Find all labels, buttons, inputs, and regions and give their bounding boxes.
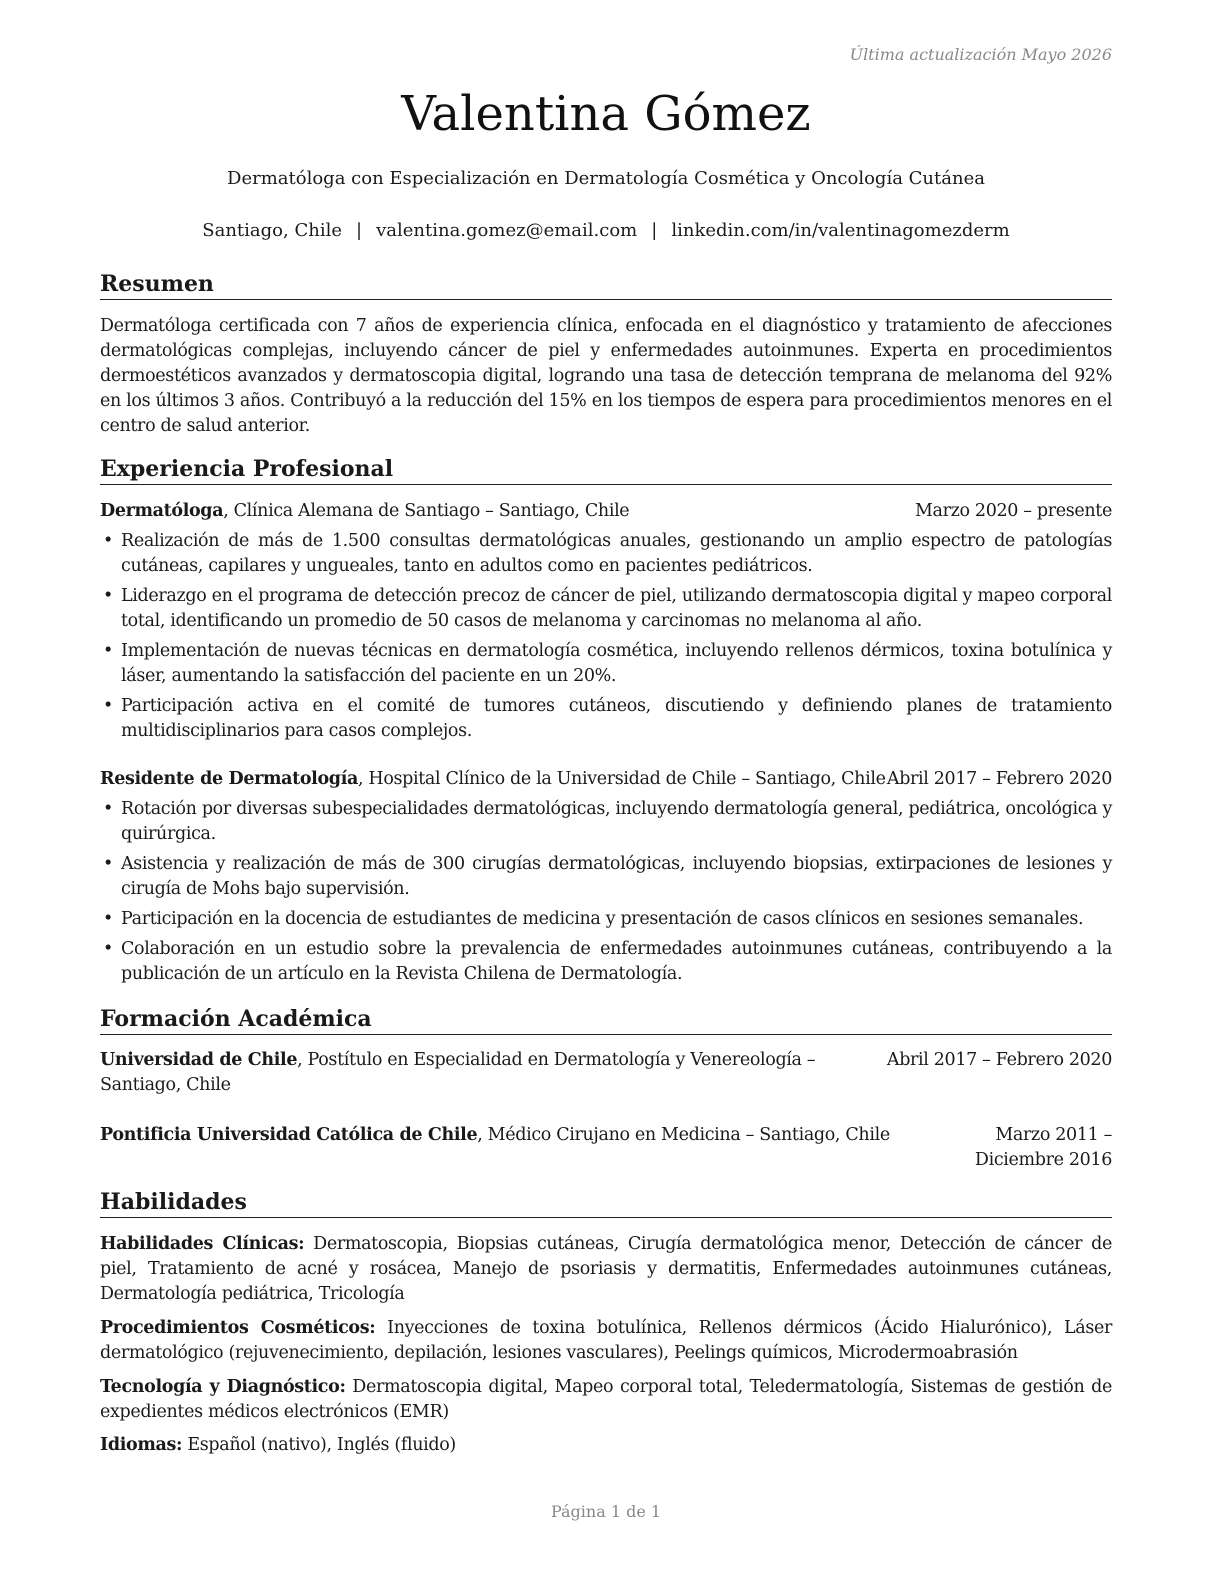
job-role: Dermatóloga bbox=[100, 501, 224, 521]
skill-text: Español (nativo), Inglés (fluido) bbox=[182, 1435, 456, 1455]
contact-location: Santiago, Chile bbox=[202, 220, 342, 241]
skill-label: Idiomas: bbox=[100, 1435, 183, 1455]
list-item: • Implementación de nuevas técnicas en dermatología cosmética, incluyendo rellenos dérmicos, toxina botulínica y láser, aumentando la satisfacción del paciente en un 20%. bbox=[103, 641, 1112, 686]
job-dates: Abril 2017 – Febrero 2020 bbox=[886, 769, 1112, 789]
skill-group bbox=[100, 1433, 1112, 1458]
list-item: • Participación en la docencia de estudiantes de medicina y presentación de casos clínicos en sesiones semanales. bbox=[100, 907, 1112, 932]
section-title-experience: Experiencia Profesional bbox=[100, 455, 1112, 485]
skill-group bbox=[100, 1375, 1112, 1425]
job-header bbox=[100, 767, 1112, 792]
contact-separator: | bbox=[651, 220, 658, 241]
list-item: • Asistencia y realización de más de 300 cirugías dermatológicas, incluyendo biopsias, extirpaciones de lesiones y cirugía de Mohs bajo supervisión. bbox=[103, 854, 1112, 899]
skill-label: Habilidades Clínicas: bbox=[100, 1234, 305, 1254]
education-detail: , Médico Cirujano en Medicina – Santiago, Chile bbox=[477, 1125, 890, 1145]
skill-text: Inyecciones de toxina botulínica, Rellenos dérmicos (Ácido Hialurónico), Láser dermatológico (rejuvenecimiento, depilación, lesiones vasculares), Peelings químicos, Microdermoabrasión bbox=[100, 1318, 1112, 1363]
bullet-icon: • bbox=[103, 531, 113, 551]
bullet-icon: • bbox=[103, 854, 113, 874]
resume-page bbox=[100, 0, 1112, 1584]
skill-label: Procedimientos Cosméticos: bbox=[100, 1318, 376, 1338]
section-title-education: Formación Académica bbox=[100, 1005, 1112, 1035]
bullet-icon: • bbox=[103, 696, 113, 716]
list-item: • Liderazgo en el programa de detección precoz de cáncer de piel, utilizando dermatoscopia digital y mapeo corporal total, identificando un promedio de 50 casos de melanoma y carcinomas no melanoma al año. bbox=[103, 586, 1112, 631]
skill-text: Dermatoscopia digital, Mapeo corporal total, Teledermatología, Sistemas de gestión de expedientes médicos electrónicos (EMR) bbox=[100, 1377, 1113, 1422]
section-title-summary: Resumen bbox=[100, 270, 1112, 300]
job-bullets bbox=[100, 529, 1112, 749]
bullet-icon: • bbox=[103, 641, 113, 661]
summary-text: Dermatóloga certificada con 7 años de experiencia clínica, enfocada en el diagnóstico y tratamiento de afecciones dermatológicas complejas, incluyendo cáncer de piel y enfermedades autoinmunes. Experta en procedimientos dermoestéticos avanzados y dermatoscopia digital, logrando una tasa de detección temprana de melanoma del 92% en los últimos 3 años. Contribuyó a la reducción del 15% en los tiempos de espera para procedimientos menores en el centro de salud anterior. bbox=[100, 316, 1112, 436]
bullet-icon: • bbox=[103, 939, 113, 959]
last-updated: Última actualización Mayo 2026 bbox=[849, 45, 1112, 64]
contact-line bbox=[100, 220, 1112, 241]
job-organization: , Hospital Clínico de la Universidad de Chile – Santiago, Chile bbox=[357, 769, 886, 789]
section-title-skills: Habilidades bbox=[100, 1188, 1112, 1218]
job-role: Residente de Dermatología bbox=[100, 769, 358, 789]
list-item: • Realización de más de 1.500 consultas dermatológicas anuales, gestionando un amplio espectro de patologías cutáneas, capilares y ungueales, tanto en adultos como en pacientes pediátricos. bbox=[103, 531, 1112, 576]
candidate-name: Valentina Gómez bbox=[401, 86, 811, 142]
skill-label: Tecnología y Diagnóstico: bbox=[100, 1377, 346, 1397]
job-header bbox=[100, 499, 1112, 524]
education-school: Universidad de Chile bbox=[100, 1050, 298, 1070]
education-item bbox=[100, 1123, 1112, 1173]
list-item: • Rotación por diversas subespecialidades dermatológicas, incluyendo dermatología general, pediátrica, oncológica y quirúrgica. bbox=[103, 799, 1112, 844]
page-number: Página 1 de 1 bbox=[550, 1502, 662, 1521]
bullet-icon: • bbox=[103, 586, 113, 606]
skill-group bbox=[100, 1232, 1112, 1307]
education-item bbox=[100, 1048, 1112, 1098]
bullet-icon: • bbox=[103, 799, 113, 819]
skill-group bbox=[100, 1316, 1112, 1366]
job-dates: Marzo 2020 – presente bbox=[914, 501, 1112, 521]
education-detail: , Postítulo en Especialidad en Dermatología y Venereología – Santiago, Chile bbox=[100, 1050, 816, 1095]
list-item: • Colaboración en un estudio sobre la prevalencia de enfermedades autoinmunes cutáneas, contribuyendo a la publicación de un artículo en la Revista Chilena de Dermatología. bbox=[103, 939, 1112, 984]
skill-text: Dermatoscopia, Biopsias cutáneas, Cirugía dermatológica menor, Detección de cáncer de piel, Tratamiento de acné y rosácea, Manejo de psoriasis y dermatitis, Enfermedades autoinmunes cutáneas, Dermatología pediátrica, Tricología bbox=[100, 1234, 1112, 1304]
education-school: Pontificia Universidad Católica de Chile bbox=[100, 1125, 478, 1145]
contact-separator: | bbox=[356, 220, 363, 241]
contact-email[interactable]: valentina.gomez@email.com bbox=[376, 220, 638, 241]
contact-linkedin[interactable]: linkedin.com/in/valentinagomezderm bbox=[671, 220, 1010, 241]
education-dates: Abril 2017 – Febrero 2020 bbox=[886, 1050, 1112, 1070]
bullet-icon: • bbox=[103, 909, 113, 929]
list-item: • Participación activa en el comité de tumores cutáneos, discutiendo y definiendo planes de tratamiento multidisciplinarios para casos complejos. bbox=[103, 696, 1112, 741]
professional-title: Dermatóloga con Especialización en Dermatología Cosmética y Oncología Cutánea bbox=[227, 168, 985, 189]
job-bullets bbox=[100, 797, 1112, 992]
education-dates: Marzo 2011 – Diciembre 2016 bbox=[974, 1125, 1112, 1170]
job-organization: , Clínica Alemana de Santiago – Santiago, Chile bbox=[223, 501, 630, 521]
